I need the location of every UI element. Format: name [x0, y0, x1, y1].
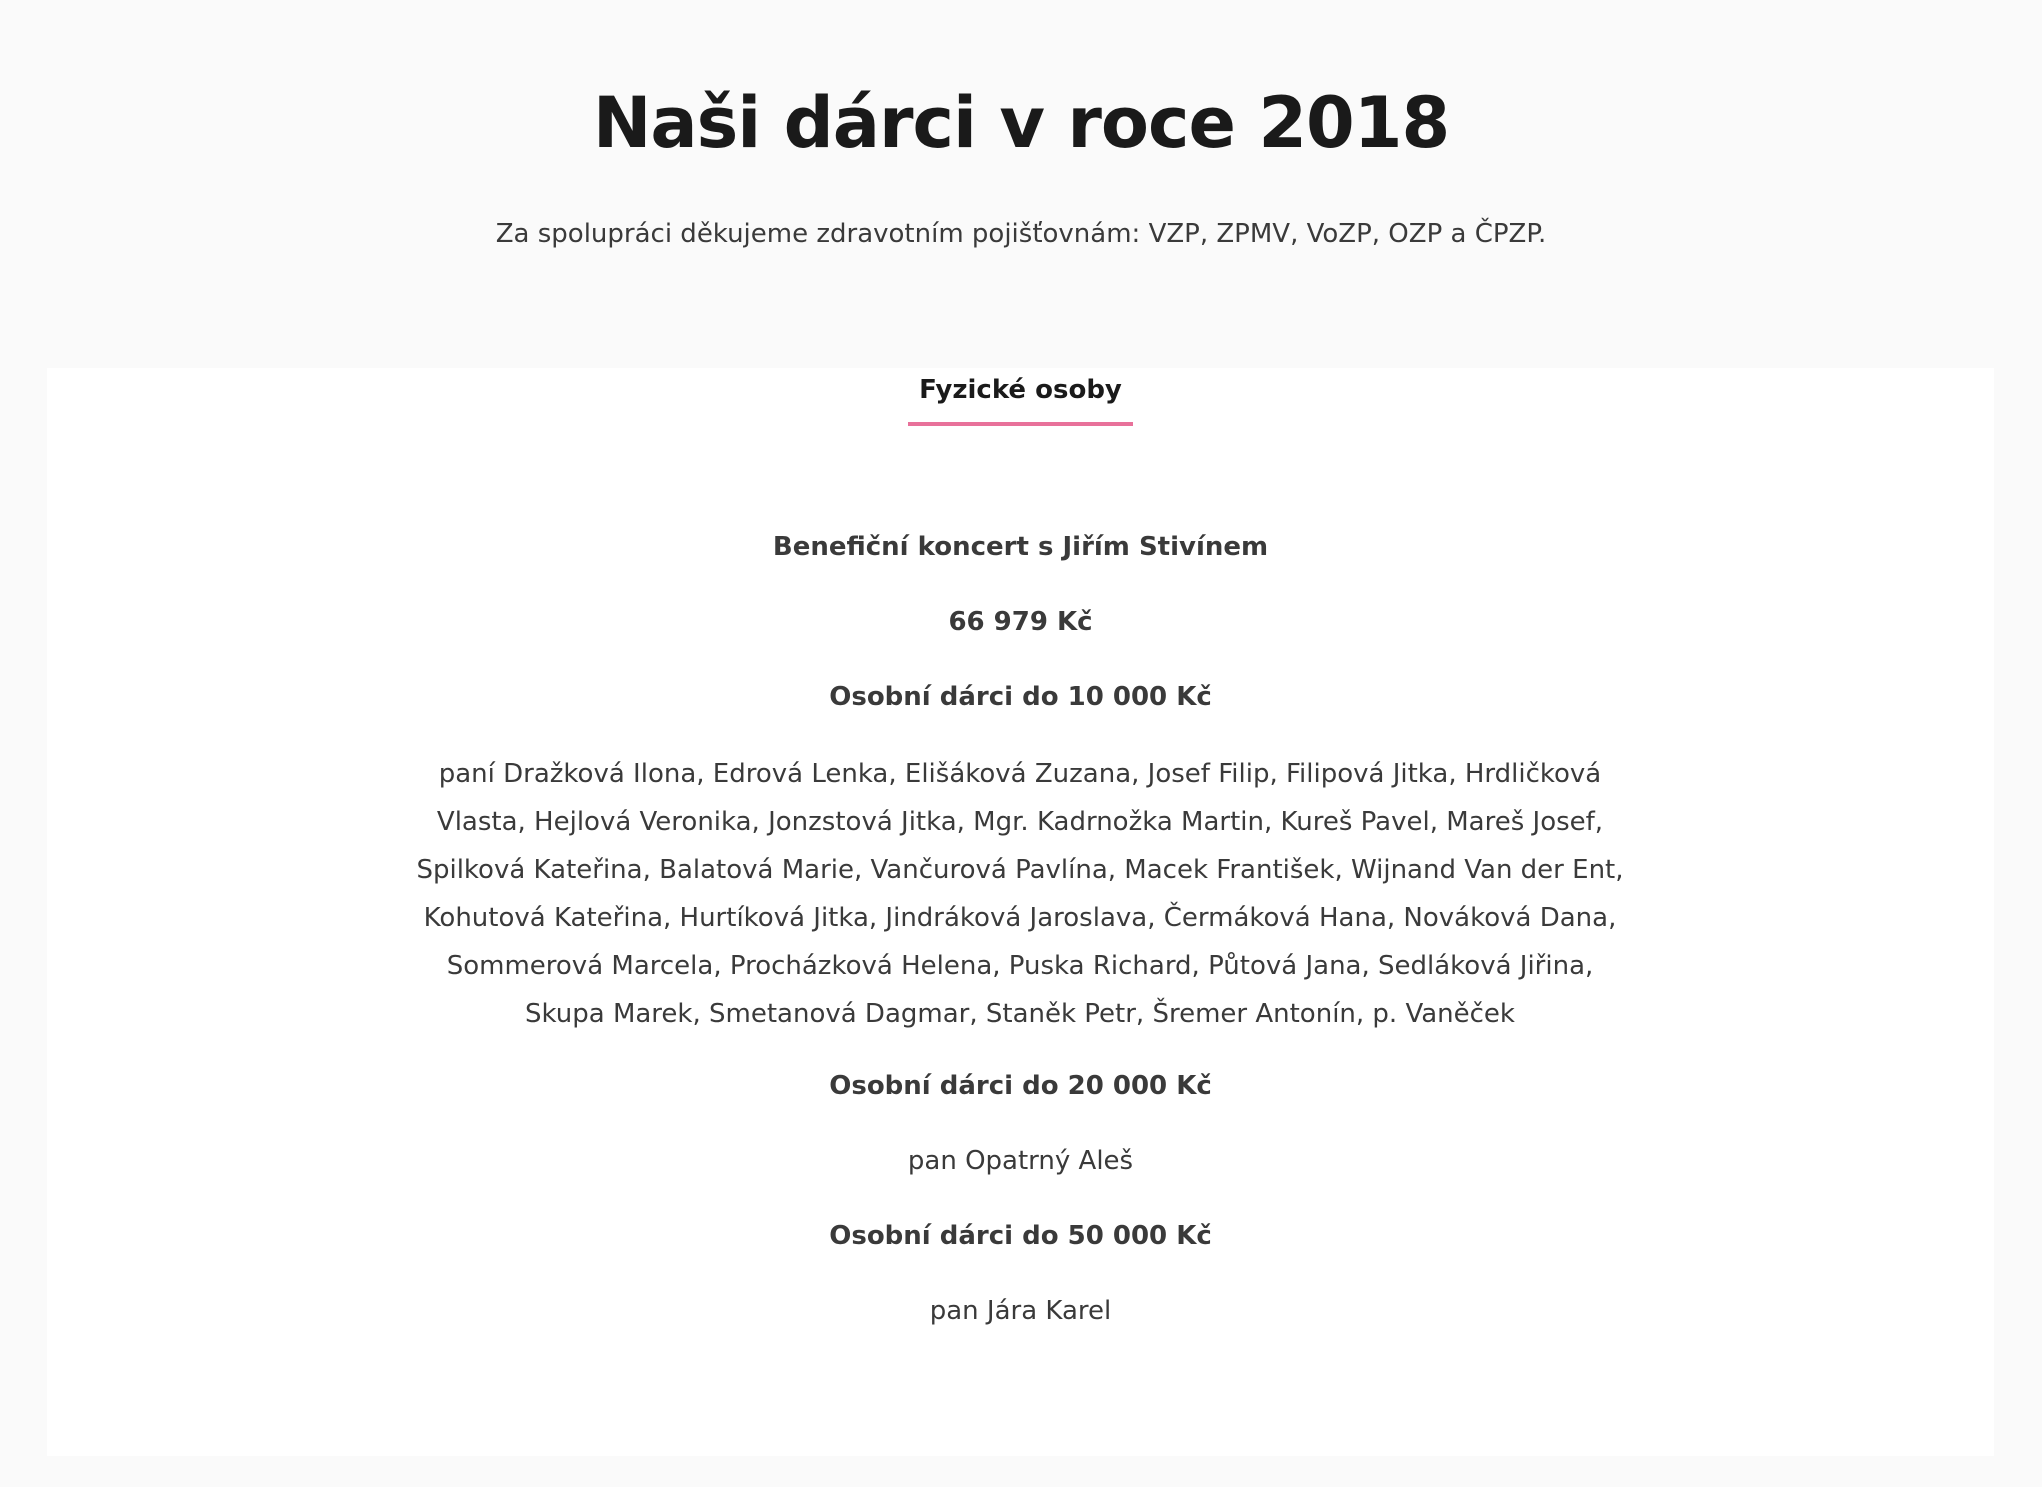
page-subtitle: Za spolupráci děkujeme zdravotním pojišťovnám: VZP, ZPMV, VoZP, OZP a ČPZP. [495, 219, 1547, 249]
tab-bar [47, 368, 1994, 430]
donor-list-20000: pan Opatrný Aleš [907, 1146, 1134, 1176]
concert-amount: 66 979 Kč [948, 607, 1093, 637]
tab-fyzicke-osoby[interactable]: Fyzické osoby [908, 368, 1133, 426]
group-heading-10000: Osobní dárci do 10 000 Kč [829, 682, 1212, 712]
donor-list-50000: pan Jára Karel [929, 1296, 1112, 1326]
donors-panel [47, 368, 1994, 1456]
group-heading-50000: Osobní dárci do 50 000 Kč [829, 1221, 1212, 1251]
concert-title: Benefiční koncert s Jiřím Stivínem [772, 532, 1269, 562]
donor-list-10000: paní Dražková Ilona, Edrová Lenka, Elišáková Zuzana, Josef Filip, Filipová Jitka, Hrdličková Vlasta, Hejlová Veronika, Jonzstová Jitka, Mgr. Kadrnožka Martin, Kureš Pavel, Mareš Josef, Spilková Kateřina, Balatová Marie, Vančurová Pavlína, Macek František, Wijnand Van der Ent, Kohutová Kateřina, Hurtíková Jitka, Jindráková Jaroslava, Čermáková Hana, Nováková Dana, Sommerová Marcela, Procházková Helena, Puska Richard, Půtová Jana, Sedláková Jiřina, Skupa Marek, Smetanová Dagmar, Staněk Petr, Šremer Antonín, p. Vaněček [416, 759, 1624, 1029]
group-heading-20000: Osobní dárci do 20 000 Kč [829, 1071, 1212, 1101]
page-title: Naši dárci v roce 2018 [592, 82, 1450, 164]
